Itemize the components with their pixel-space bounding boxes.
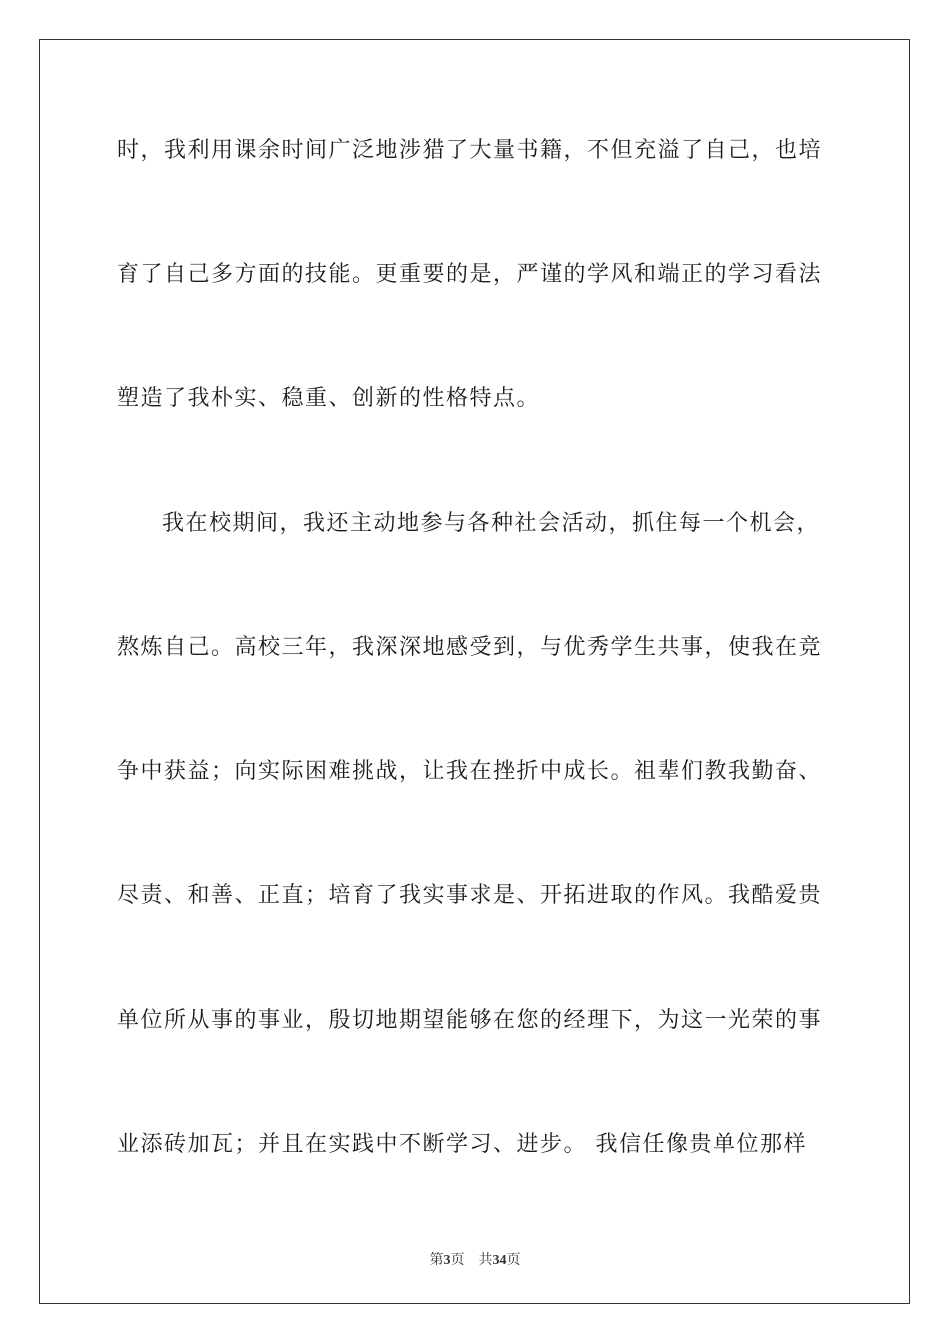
text-line-3: 塑造了我朴实、稳重、创新的性格特点。 xyxy=(117,386,541,411)
text-line-5: 熬炼自己。高校三年，我深深地感受到，与优秀学生共事，使我在竞 xyxy=(117,635,823,660)
total-suffix: 页 xyxy=(506,1253,521,1268)
page-footer xyxy=(0,1249,950,1269)
text-line-9: 业添砖加瓦；并且在实践中不断学习、进步。 我信任像贵单位那样 xyxy=(117,1132,807,1157)
page-border xyxy=(39,39,910,1304)
text-line-8: 单位所从事的事业，殷切地期望能够在您的经理下，为这一光荣的事 xyxy=(117,1008,823,1033)
text-line-2: 育了自己多方面的技能。更重要的是，严谨的学风和端正的学习看法 xyxy=(117,262,823,287)
text-line-1: 时，我利用课余时间广泛地涉猎了大量书籍，不但充溢了自己，也培 xyxy=(117,138,823,163)
page-number: 3 xyxy=(443,1253,451,1268)
text-line-7: 尽责、和善、正直；培育了我实事求是、开拓进取的作风。我酷爱贵 xyxy=(117,883,823,908)
total-prefix: 共 xyxy=(478,1253,493,1268)
total-pages: 34 xyxy=(492,1253,507,1268)
text-line-6: 争中获益；向实际困难挑战，让我在挫折中成长。祖辈们教我勤奋、 xyxy=(117,759,823,784)
paragraph-start-line: 我在校期间，我还主动地参与各种社会活动，抓住每一个机会， xyxy=(162,511,821,536)
page-suffix: 页 xyxy=(450,1253,465,1268)
page-prefix: 第 xyxy=(429,1253,444,1268)
